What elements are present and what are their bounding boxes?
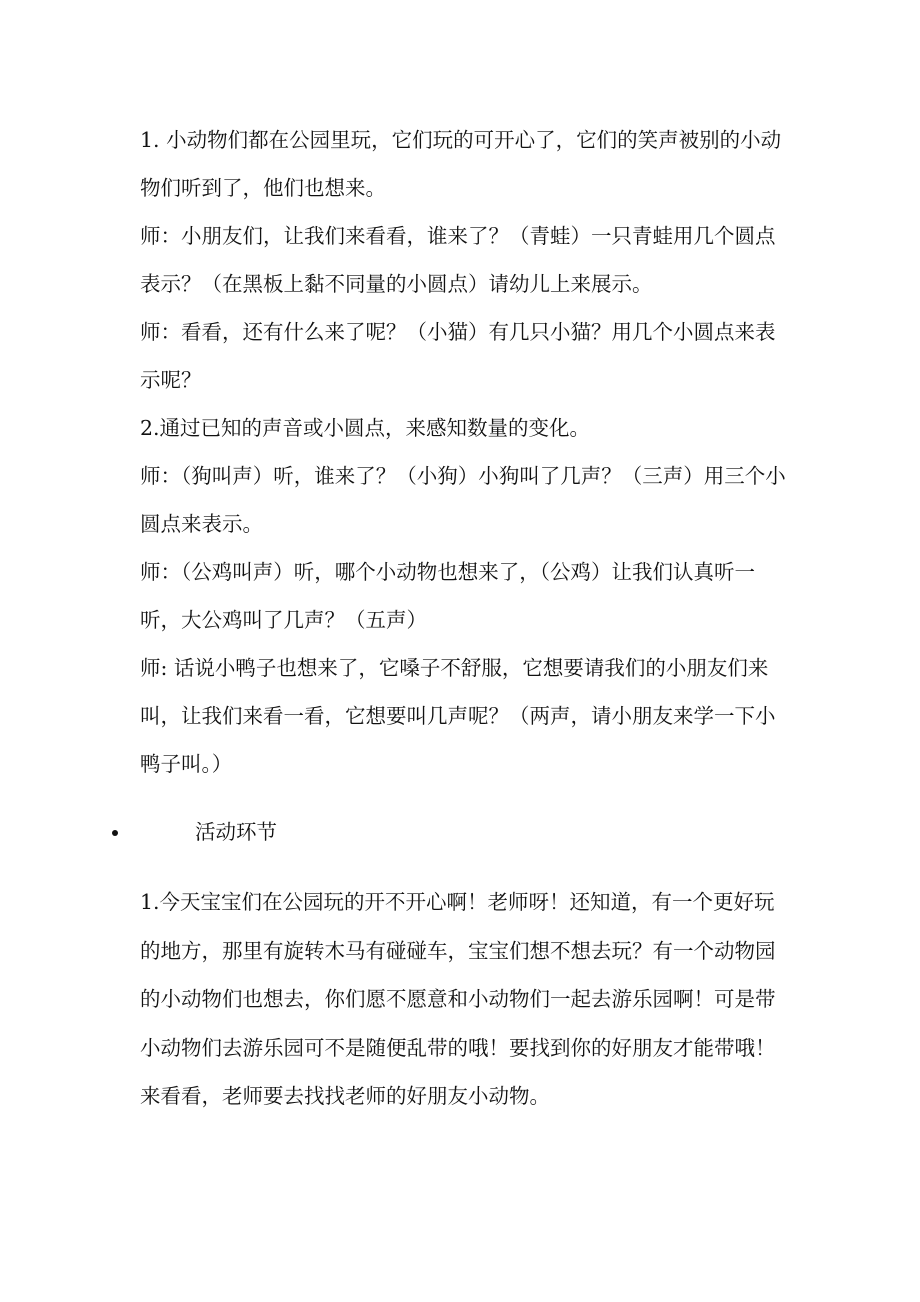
section-heading (112, 808, 812, 856)
paragraph-frog: 师：小朋友们，让我们来看看，谁来了？（青蛙）一只青蛙用几个圆点表示？（在黑板上黏不同量的小圆点）请幼儿上来展示。 (140, 224, 776, 296)
paragraph-step-2: 2.通过已知的声音或小圆点，来感知数量的变化。 (140, 416, 591, 440)
activity-block (140, 878, 790, 1121)
paragraph-dog: 师：（狗叫声）听，谁来了？（小狗）小狗叫了几声？（三声）用三个小圆点来表示。 (140, 464, 786, 536)
paragraph-rooster: 师：（公鸡叫声）听，哪个小动物也想来了，（公鸡）让我们认真听一听，大公鸡叫了几声？（五声） (140, 560, 755, 632)
lesson-steps-block (140, 116, 790, 788)
paragraph-duck: 师: 话说小鸭子也想来了，它嗓子不舒服，它想要请我们的小朋友们来叫，让我们来看一看，它想要叫几声呢？（两声，请小朋友来学一下小鸭子叫。） (140, 656, 776, 776)
paragraph-activity-1: 1.今天宝宝们在公园玩的开不开心啊！老师呀！还知道，有一个更好玩的地方，那里有旋转木马有碰碰车，宝宝们想不想去玩？有一个动物园的小动物们也想去，你们愿不愿意和小动物们一起去游乐园啊！可是带小动物们去游乐园可不是随便乱带的哦！要找到你的好朋友才能带哦！来看看，老师要去找找老师的好朋友小动物。 (140, 890, 776, 1108)
paragraph-cat: 师：看看，还有什么来了呢？（小猫）有几只小猫？用几个小圆点来表示呢？ (140, 320, 776, 392)
section-title: 活动环节 (195, 820, 277, 844)
bullet-icon (112, 830, 118, 836)
paragraph-step-1: 1. 小动物们都在公园里玩，它们玩的可开心了，它们的笑声被别的小动物们听到了，他们也想来。 (140, 128, 782, 200)
